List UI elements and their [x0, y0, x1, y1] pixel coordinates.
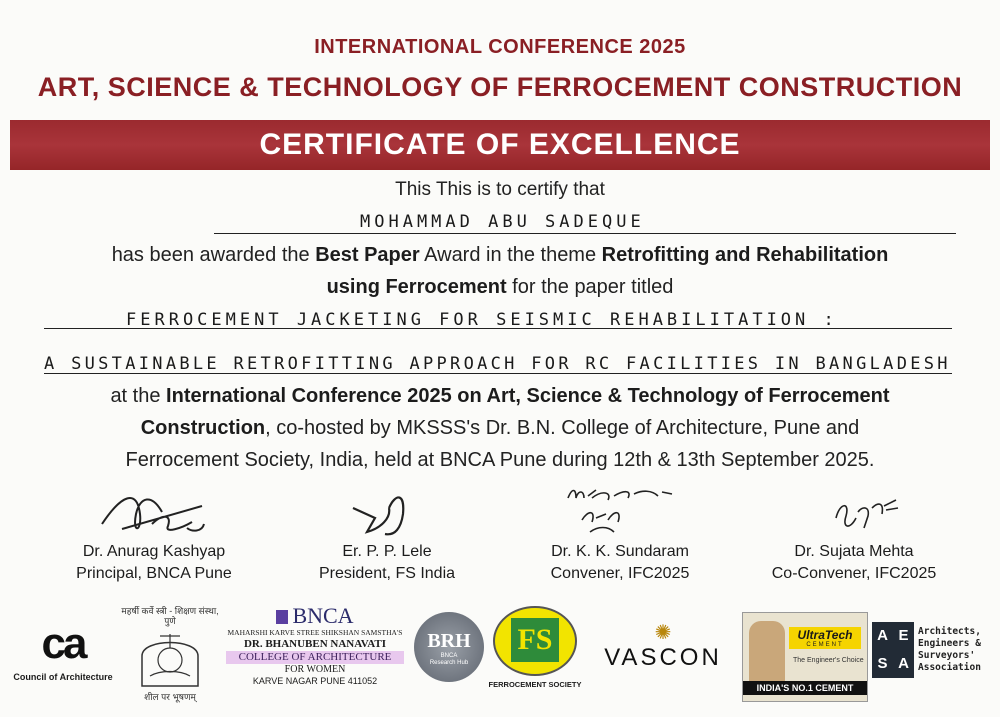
signature-kashyap: [92, 484, 222, 540]
aesa-mark: A E S A: [872, 622, 914, 678]
signatory-name: Dr. Sujata Mehta: [794, 543, 914, 560]
conference-line-1: at the International Conference 2025 on Art, Science & Technology of Ferrocement: [110, 385, 890, 407]
recipient-underline: [214, 233, 956, 234]
signatory-1: [39, 541, 269, 585]
signatory-title: Principal, BNCA Pune: [76, 565, 232, 582]
coa-logo: ca Council of Architecture: [13, 619, 113, 682]
signatory-title: Co-Convener, IFC2025: [771, 565, 937, 582]
fs-logo: FS FERROCEMENT SOCIETY: [488, 606, 582, 692]
ultratech-logo: UltraTech CEMENT The Engineer's Choice INDIA'S NO.1 CEMENT: [742, 612, 868, 702]
conference-theme: ART, SCIENCE & TECHNOLOGY OF FERROCEMENT CONSTRUCTION: [37, 72, 963, 102]
bnca-logo: BNCA MAHARSHI KARVE STREE SHIKSHAN SAMSTHA'S DR. BHANUBEN NANAVATI COLLEGE OF ARCHITECTURE FOR WOMEN KARVE NAGAR PUNE 411052: [227, 603, 403, 686]
recipient-name: MOHAMMAD ABU SADEQUE: [360, 212, 645, 232]
award-line-1: has been awarded the Best Paper Award in the theme Retrofitting and Rehabilitation: [111, 244, 889, 266]
engineer-figure: [749, 621, 785, 687]
signatory-3: [505, 541, 735, 585]
certificate-title: CERTIFICATE OF EXCELLENCE: [259, 128, 741, 161]
certify-text: This This is to certify that: [395, 179, 605, 200]
vascon-emblem-icon: ✺: [654, 622, 672, 644]
signatory-name: Dr. Anurag Kashyap: [82, 543, 226, 560]
conference-line-2: Construction, co-hosted by MKSSS's Dr. B.N. College of Architecture, Pune and: [140, 417, 860, 439]
award-theme: Retrofitting and Rehabilitation: [601, 244, 889, 266]
certificate-banner: [10, 120, 990, 170]
signatory-name: Er. P. P. Lele: [342, 543, 432, 560]
signatory-4: [739, 541, 969, 585]
paper-title-line-1: FERROCEMENT JACKETING FOR SEISMIC REHABILITATION :: [126, 310, 838, 330]
aesa-text: Architects, Engineers & Surveyors' Association: [918, 626, 981, 673]
brh-logo: BRH BNCA Research Hub: [414, 612, 484, 682]
conference-line-3: Ferrocement Society, India, held at BNCA Pune during 12th & 13th September 2025.: [125, 449, 875, 471]
signatory-title: Convener, IFC2025: [550, 565, 690, 582]
paper-title-line-2: A SUSTAINABLE RETROFITTING APPROACH FOR RC FACILITIES IN BANGLADESH: [44, 354, 951, 374]
signatory-name: Dr. K. K. Sundaram: [551, 543, 689, 560]
award-name: Best Paper: [315, 244, 420, 266]
signatory-title: President, FS India: [318, 565, 456, 582]
signatory-2: [272, 541, 502, 585]
conference-title: INTERNATIONAL CONFERENCE 2025: [314, 36, 686, 58]
signature-mehta: [826, 488, 906, 538]
signature-lele: [345, 488, 425, 538]
signature-sundaram: [562, 480, 692, 542]
vascon-logo: ✺ VASCON: [588, 622, 738, 682]
award-line-2: using Ferrocement for the paper titled: [326, 276, 674, 298]
mksss-emblem: महर्षी कर्वे स्त्री - शिक्षण संस्था, पुणे शील पर भूषणम्: [121, 606, 219, 702]
paper-title-underline-1: [44, 328, 952, 329]
paper-title-underline-2: [44, 373, 952, 374]
